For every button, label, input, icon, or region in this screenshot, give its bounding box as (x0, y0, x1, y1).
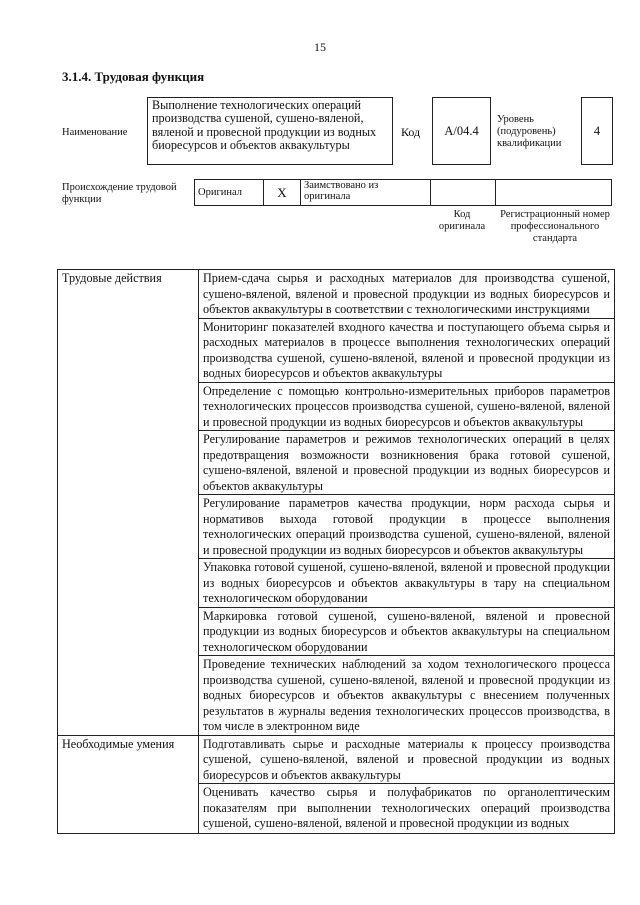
labor-action-item: Упаковка готовой сушеной, сушено-вяленой, вяленой и провесной продукции из водных биоресурсов и объектов аквакультуры в тару на специальном технологическом оборудовании (199, 559, 615, 608)
labor-action-item: Маркировка готовой сушеной, сушено-вяленой, вяленой и провесной продукции из водных биоресурсов и объектов аквакультуры на специальном технологическом оборудовании (199, 607, 615, 656)
borrowed-label: Заимствовано из оригинала (301, 180, 431, 206)
function-details-table (57, 269, 615, 834)
page-number: 15 (314, 40, 326, 54)
code-original-label: Код оригинала (438, 209, 486, 232)
name-label: Наименование (62, 127, 128, 138)
table-row (58, 735, 615, 784)
labor-action-item: Проведение технических наблюдений за ходом технологического процесса производства сушеной, сушено-вяленой, вяленой и провесной продукции из водных биоресурсов и объектов аквакультуры с внесением полученных результатов в журналы ведения технологических процессов производства, в том числе в электронном виде (199, 656, 615, 736)
code-value-box: А/04.4 (432, 97, 491, 165)
labor-action-item: Прием-сдача сырья и расходных материалов для производства сушеной, сушено-вяленой, вяленой и провесной продукции из водных биоресурсов и объектов аквакультуры в соответствии с технологическими инструкциями (199, 270, 615, 319)
code-original-cell (431, 180, 496, 206)
category-labor-actions: Трудовые действия (58, 270, 199, 736)
page-bottom-margin (0, 866, 640, 905)
labor-action-item: Регулирование параметров и режимов технологических операций в целях предотвращения возможности возникновения брака готовой сушеной, сушено-вяленой, вяленой и провесной продукции из водных биоресурсов и объектов аквакультуры (199, 431, 615, 495)
reg-number-label: Регистрационный номер профессионального стандарта (500, 209, 610, 244)
original-label: Оригинал (195, 180, 264, 206)
origin-label: Происхождение трудовой функции (62, 182, 177, 205)
original-mark: Х (264, 180, 301, 206)
skill-item: Подготавливать сырье и расходные материалы к процессу производства сушеной, сушено-вяленой, вяленой и провесной продукции из водных биоресурсов и объектов аквакультуры (199, 735, 615, 784)
level-label: Уровень (подуровень) квалификации (497, 114, 562, 149)
category-required-skills: Необходимые умения (58, 735, 199, 834)
labor-action-item: Мониторинг показателей входного качества и поступающего объема сырья и расходных материалов в процессе выполнения технологических операций производства сушеной, сушено-вяленой, вяленой и провесной продукции из водных биоресурсов и объектов аквакультуры (199, 318, 615, 382)
section-title: 3.1.4. Трудовая функция (62, 69, 205, 84)
table-row (58, 270, 615, 319)
reg-number-cell (496, 180, 612, 206)
origin-table (194, 179, 612, 206)
code-label: Код (401, 125, 421, 139)
function-name-box: Выполнение технологических операций производства сушеной, сушено-вяленой, вяленой и провесной продукции из водных биоресурсов и объектов аквакультуры (147, 97, 393, 165)
level-value-box: 4 (581, 97, 613, 165)
skill-item: Оценивать качество сырья и полуфабрикатов по органолептическим показателям при выполнении технологических операций производства сушеной, сушено-вяленой, вяленой и провесной продукции из водных (199, 784, 615, 834)
labor-action-item: Регулирование параметров качества продукции, норм расхода сырья и нормативов выхода готовой продукции в процессе выполнения технологических операций производства сушеной, сушено-вяленой, вяленой и провесной продукции из водных биоресурсов и объектов аквакультуры (199, 495, 615, 559)
labor-action-item: Определение с помощью контрольно-измерительных приборов параметров технологических процессов производства сушеной, сушено-вяленой, вяленой и провесной продукции из водных биоресурсов и объектов аквакультуры (199, 382, 615, 431)
